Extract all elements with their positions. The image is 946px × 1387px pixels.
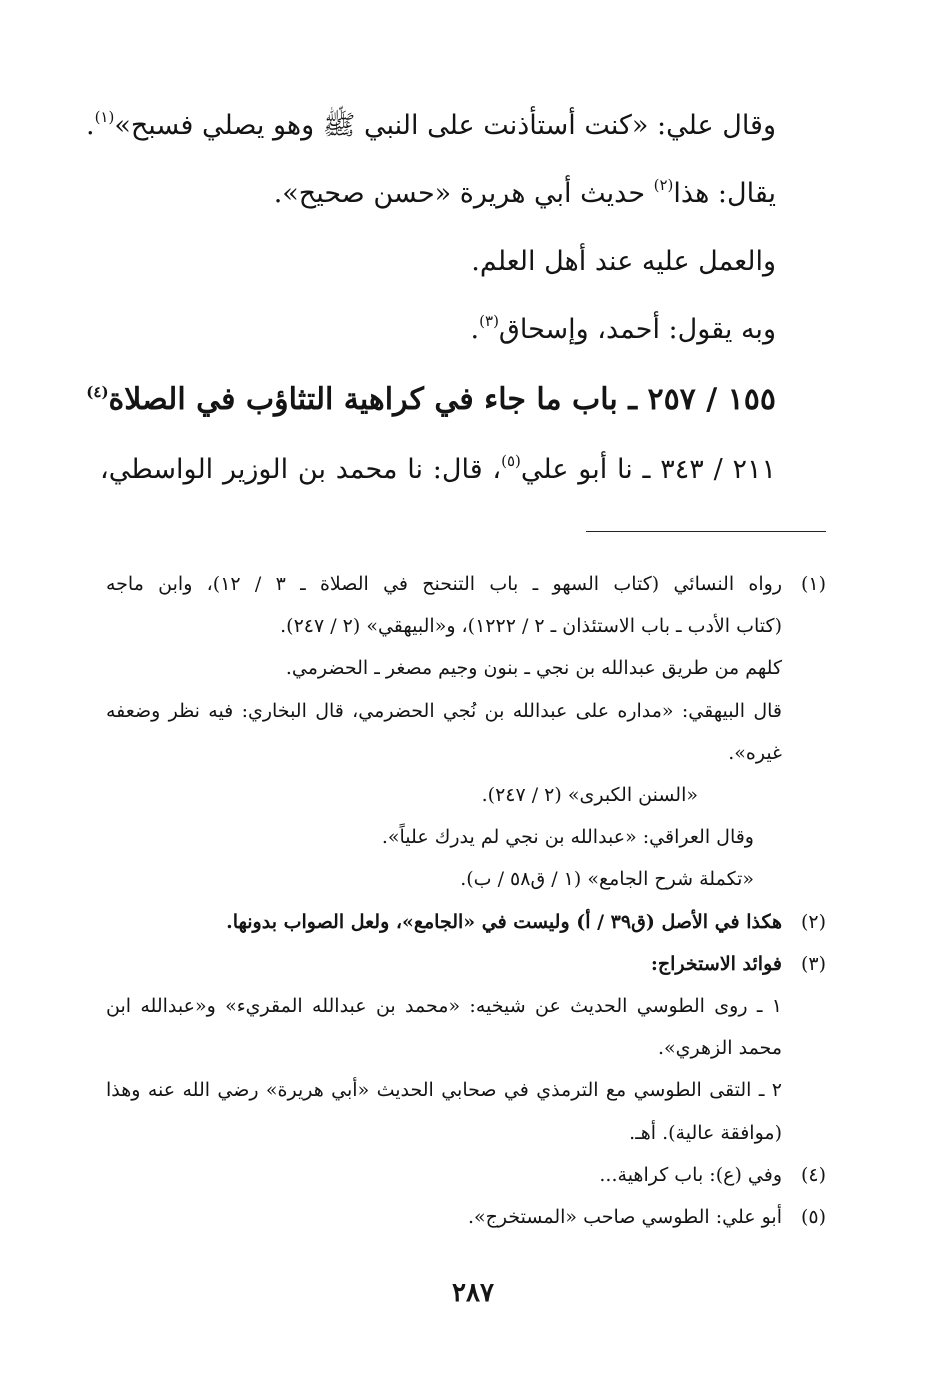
footnote-number: (٤) [800,1163,826,1186]
footnote-ref-5[interactable]: (٥) [501,452,521,470]
footnote-5: (٥)أبو علي: الطوسي صاحب «المستخرج». [106,1196,826,1238]
footnote-ref-1[interactable]: (١) [94,108,115,126]
footnotes [106,563,826,1238]
footnote-ref-4[interactable]: (٤) [86,383,109,401]
text-line-1: وقال علي: «كنت أستأذنت على النبي ﷺ وهو يصلي فسبح»$^{(١)}$. [85,108,776,141]
footnote-3-line-4: (موافقة عالية). أهـ. [629,1121,782,1144]
footnote-1-line-7: وقال العراقي: «عبدالله بن نجي لم يدرك علياً». [381,826,754,849]
page-number: ٢٨٧ [452,1278,494,1308]
footnote-1-line-2: (كتاب الأدب ـ باب الاستئذان ـ ٢ / ١٢٢٢)، و«البيهقي» (٢ / ٢٤٧). [280,615,782,638]
footnote-3-line-1: ١ ـ روى الطوسي الحديث عن شيخيه: «محمد بن عبدالله المقريء» و«عبدالله ابن [106,995,782,1018]
footnote-ref-3[interactable]: (٣) [479,312,499,330]
footnote-4: (٤)وفي (ع): باب كراهية... [106,1154,826,1196]
footnote-number: (٥) [800,1206,826,1229]
footnote-1-line-8: «تكملة شرح الجامع» (١ / ق٥٨ / ب). [460,868,754,891]
main-text [85,92,776,504]
footnote-number: (٢) [800,910,826,933]
chapter-heading: ١٥٥ / ٢٥٧ ـ باب ما جاء في كراهية التثاؤب في الصلاة$^{(٤)}$ [86,382,776,417]
text-line-3: والعمل عليه عند أهل العلم. [471,246,776,277]
footnote-number: (١) [800,573,826,595]
footnote-1-line-5: غيره». [728,741,782,764]
footnote-1-line-6: «السنن الكبرى» (٢ / ٢٤٧). [481,784,698,807]
footnote-3-title: (٣)فوائد الاستخراج: [106,943,826,985]
footnote-2: (٢)هكذا في الأصل (ق٣٩ / أ) وليست في «الجامع»، ولعل الصواب بدونها. [106,901,826,943]
footnote-1-line-1: (١)رواه النسائي (كتاب السهو ـ باب التنحنح في الصلاة ـ ٣ / ١٢)، وابن ماجه [106,563,826,605]
footnote-1-line-3: كلهم من طريق عبدالله بن نجي ـ بنون وجيم مصغر ـ الحضرمي. [285,657,782,680]
footnote-1-line-4: قال البيهقي: «مداره على عبدالله بن نُجي الحضرمي، قال البخاري: فيه نظر وضعفه [106,699,782,722]
footnote-number: (٣) [800,952,826,975]
text-line-4: وبه يقول: أحمد، وإسحاق$^{(٣)}$. [470,312,776,345]
narration-line: ٢١١ / ٣٤٣ ـ نا أبو علي$^{(٥)}$، قال: نا محمد بن الوزير الواسطي، [100,452,776,485]
footnote-3-line-3: ٢ ـ التقى الطوسي مع الترمذي في صحابي الحديث «أبي هريرة» رضي الله عنه وهذا [106,1079,782,1102]
footnote-3-line-2: محمد الزهري». [657,1037,782,1060]
footnote-separator [586,531,826,532]
text-line-2: يقال: هذا$^{(٢)}$ حديث أبي هريرة «حسن صحيح». [273,176,776,209]
footnote-ref-2[interactable]: (٢) [653,176,674,194]
